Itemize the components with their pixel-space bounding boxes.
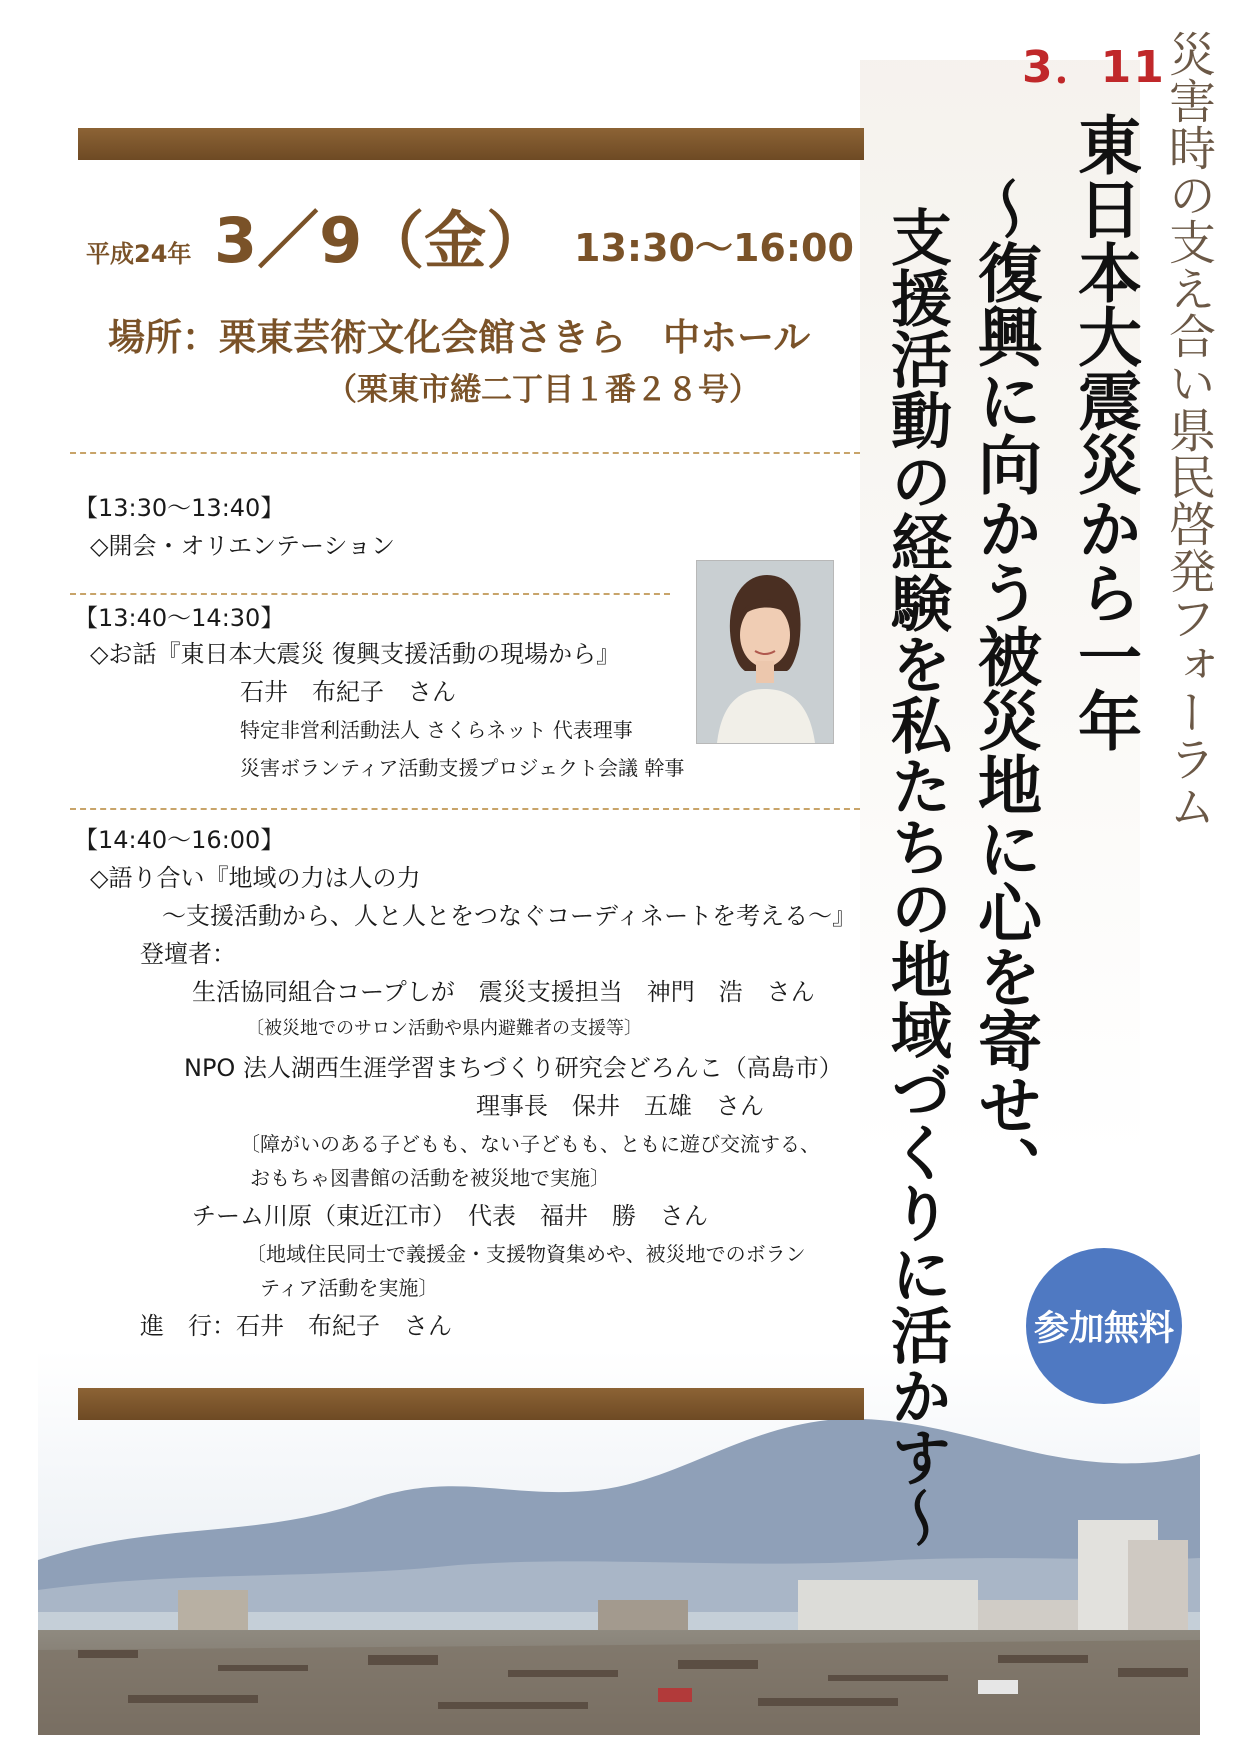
session2-affiliation: 災害ボランティア活動支援プロジェクト会議 幹事 (240, 756, 685, 780)
session3-time: 【14:40〜16:00】 (74, 826, 285, 854)
session2-speaker: 石井 布紀子 さん (240, 678, 456, 706)
event-number: 3．11 (1022, 42, 1166, 93)
main-title-line3: 支援活動の経験を私たちの地域づくりに活かす〜 (881, 206, 952, 1548)
session3-subtitle: 〜支援活動から、人と人とをつなぐコーディネートを考える〜』 (162, 902, 857, 930)
main-title-line2: 〜復興に向かう被災地に心を寄せ、 (967, 176, 1041, 1200)
session1-time: 【13:30〜13:40】 (74, 494, 285, 522)
panelist-3: チーム川原（東近江市） 代表 福井 勝 さん (192, 1202, 708, 1230)
section-divider (70, 808, 860, 810)
panelist-3-note: ティア活動を実施〕 (260, 1276, 439, 1300)
section-divider (70, 593, 670, 595)
panelist-3-note: 〔地域住民同士で義援金・支援物資集めや、被災地でのボラン (246, 1242, 806, 1266)
event-time: 13:30〜16:00 (574, 226, 854, 270)
panel-label: 登壇者： (140, 940, 236, 968)
session1-title: ◇開会・オリエンテーション (90, 532, 396, 560)
event-place: 場所：栗東芸術文化会館さきら 中ホール (108, 316, 811, 359)
panelist-2-org: NPO 法人湖西生涯学習まちづくり研究会どろんこ（高島市） (184, 1054, 843, 1082)
panelist-2-note: 〔障がいのある子どもも、ない子どもも、ともに遊び交流する、 (240, 1132, 820, 1156)
speaker-portrait (696, 560, 834, 744)
session2-time: 【13:40〜14:30】 (74, 604, 285, 632)
session2-affiliation: 特定非営利活動法人 さくらネット 代表理事 (240, 718, 633, 742)
panelist-1-note: 〔被災地でのサロン活動や県内避難者の支援等〕 (246, 1018, 642, 1039)
moderator: 進 行：石井 布紀子 さん (140, 1312, 452, 1340)
bottom-divider-bar (78, 1388, 864, 1420)
forum-title: 災害時の支え合い県民啓発フォーラム (1161, 30, 1216, 829)
free-admission-badge (1026, 1248, 1182, 1404)
badge-label: 参加無料 (1033, 1309, 1174, 1349)
main-title-line1: 東日本大震災から一年 (1067, 112, 1141, 752)
session2-title: ◇お話『東日本大震災 復興支援活動の現場から』 (90, 640, 621, 668)
date-era: 平成24年 (86, 240, 192, 268)
panelist-2-note: おもちゃ図書館の活動を被災地で実施〕 (250, 1166, 610, 1190)
top-divider-bar (78, 128, 864, 160)
event-date: 3／9（金） (214, 204, 549, 277)
section-divider (70, 452, 860, 454)
panelist-2: 理事長 保井 五雄 さん (476, 1092, 764, 1120)
event-address: （栗東市綣二丁目１番２８号） (326, 372, 760, 408)
session3-title: ◇語り合い『地域の力は人の力 (90, 864, 421, 892)
panelist-1: 生活協同組合コープしが 震災支援担当 神門 浩 さん (192, 978, 815, 1006)
